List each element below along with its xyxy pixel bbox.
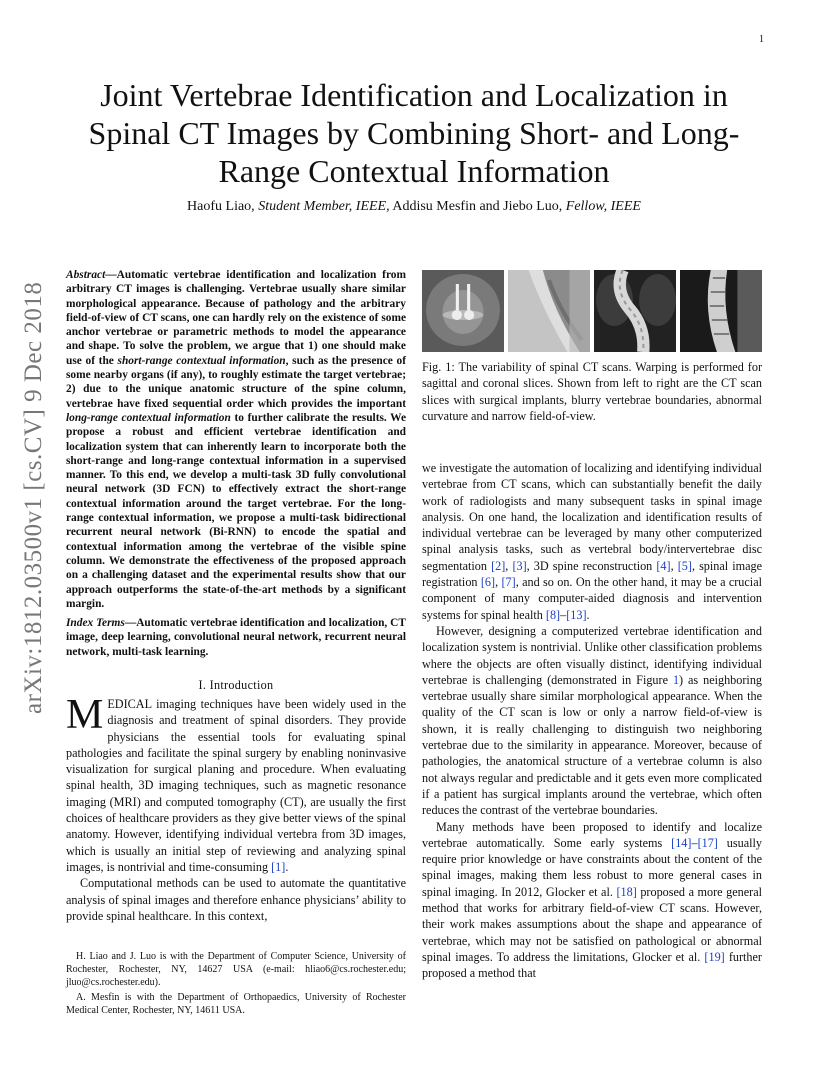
figure-1-ct-panels	[422, 270, 762, 352]
author-mesfin-luo: Addisu Mesfin and Jiebo Luo,	[392, 199, 563, 214]
figure-reference-link[interactable]: 1	[672, 672, 680, 687]
citation-link[interactable]: [2]	[491, 558, 506, 573]
citation-link[interactable]: [19]	[704, 949, 725, 964]
author-liao: Haofu Liao,	[187, 199, 255, 214]
footnotes	[66, 950, 406, 1019]
abstract-emphasis-1: short-range contextual information	[117, 354, 286, 367]
author-line	[80, 199, 748, 215]
ct-slice-narrow-field-of-view	[680, 270, 762, 352]
arxiv-stamp: arXiv:1812.03500v1 [cs.CV] 9 Dec 2018	[20, 281, 47, 714]
paper-title: Joint Vertebrae Identification and Localization in Spinal CT Images by Combining Short- and Long-Range Contextual Information	[88, 77, 740, 189]
ct-slice-surgical-implants	[422, 270, 504, 352]
abstract-text-1: —Automatic vertebrae identification and localization from arbitrary CT images is challenging. Vertebrae usually share similar morphological appearance. Because of pathology and the arbitrary field-of-view of CT scans, one can hardly rely on the existence of some anchor vertebrae or parametric methods to model the appearance and shape. To solve the problem, we argue that 1) one should make use of the	[66, 269, 406, 367]
citation-link[interactable]: [17]	[697, 835, 718, 850]
citation-link[interactable]: [1]	[271, 859, 286, 874]
index-terms	[66, 616, 406, 659]
right-column-body: we investigate the automation of localizing and identifying individual vertebrae from CT scans, which can substantially benefit the daily work of radiologists and many subsequent tasks in spinal image analysis. On one hand, the localization and identification results of individual vertebrae can be leveraged by many other computerized spinal analysis tasks, such as vertebral body/intervertebrae disc segmentation [2], [3], 3D spine reconstruction [4], [5], spinal image registration [6], [7], and so on. On the other hand, it may be a crucial component of many computer-aided diagnosis and intervention systems for spinal health [8]–[13]. However, designing a computerized vertebrae identification and localization system is nontrivial. Unlike other classification problems where the objects are often visually distinct, identifying individual vertebrae is challenging (demonstrated in Figure 1) as neighboring vertebrae usually share similar morphological appearance. When the quality of the CT scan is low or only a narrow field-of-view is shown, it is really challenging to distinguish two neighboring vertebrae due to the similarity in appearance. Moreover, because of pathologies, the anatomical structure of a vertebrae column is also not always regular and predictable and it gets even more complicated if a patient has surgical implants around the vertebrae, which often reduces the contrast of the vertebrae boundaries. Many methods have been proposed to identify and localize vertebrae automatically. Some early systems [14]–[17] usually require prior knowledge or have constraints about the content of the spinal images, making them less robust to more general cases in spinal imaging. In 2012, Glocker et al. [18] proposed a more general method that works for arbitrary field-of-view CT scans. However, their work makes assumptions about the shape and appearance of vertebrae, which may not be satisfied on pathological or abnormal spinal images. To address the limitations, Glocker et al. [19] further proposed a method that	[422, 461, 763, 981]
abstract-text-3: to further calibrate the results. We propose a robust and efficient vertebrae identification and localization system that can inherently learn to incorporate both the short-range and long-range contextual information in a supervised manner. To this end, we develop a multi-task 3D fully convolutional neural network (3D FCN) to effectively extract the short-range contextual information around the target vertebrae. For the long-range contextual information, we propose a multi-task bidirectional recurrent neural network (Bi-RNN) to encode the spatial and contextual information among the vertebrae of the visible spine column. We demonstrate the effectiveness of the proposed approach on a challenging dataset and the experimental results show that our approach outperforms the state-of-the-art methods by a significant margin.	[66, 411, 406, 610]
citation-link[interactable]: [13]	[566, 607, 587, 622]
citation-link[interactable]: [18]	[616, 884, 637, 899]
footnote-affiliation-2: A. Mesfin is with the Department of Orthopaedics, University of Rochester Medical Center, Rochester, NY, 14611 USA.	[66, 992, 406, 1016]
abstract-text-2: , such as the presence of some nearby organs (if any), to roughly estimate the target vertebrae; 2) due to the unique anatomic structure of the spine column, vertebrae have fixed sequential order which provides the important	[66, 354, 406, 410]
ct-slice-blurry-boundaries	[508, 270, 590, 352]
author-liao-affil: Student Member, IEEE,	[258, 199, 390, 214]
ct-slice-abnormal-curvature	[594, 270, 676, 352]
abstract-emphasis-2: long-range contextual information	[66, 411, 231, 424]
citation-link[interactable]: [4]	[656, 558, 671, 573]
page-number: 1	[759, 34, 764, 45]
intro-paragraph-1: EDICAL imaging techniques have been widely used in the diagnosis and treatment of spinal disorders. They provide physicians the essential tools for evaluating spinal pathologies and facilitate the spinal surgery by enabling noninvasive visualization for surgical planing and procedure. When evaluating spinal health, 3D imaging techniques, such as magnetic resonance imaging (MRI) and computed tomography (CT), are usually the first choices of healthcare providers as they give better views of the spinal anatomy. However, identifying individual vertebra from 3D images, which is usually an initial step of reviewing and analyzing spinal images, is nontrivial and time-consuming	[66, 697, 406, 874]
index-terms-lead: Index Terms	[66, 617, 125, 629]
citation-link[interactable]: [14]	[671, 835, 692, 850]
section-heading-introduction: I. Introduction	[198, 678, 274, 692]
author-luo-affil: Fellow, IEEE	[565, 199, 641, 214]
intro-paragraph-2: Computational methods can be used to automate the quantitative analysis of spinal images and therefore enhance physicians’ ability to provide spinal healthcare. In this context,	[66, 876, 406, 923]
abstract-lead: Abstract	[66, 269, 106, 281]
citation-link[interactable]: [6]	[480, 575, 496, 590]
introduction-body: MEDICAL imaging techniques have been widely used in the diagnosis and treatment of spinal disorders. They provide physicians the essential tools for evaluating spinal pathologies and facilitate the spinal surgery by enabling noninvasive visualization for surgical planing and procedure. When evaluating spinal health, 3D imaging techniques, such as magnetic resonance imaging (MRI) and computed tomography (CT), are usually the first choices of healthcare providers as they give better views of the spinal anatomy. However, identifying individual vertebra from 3D images, which is usually an initial step of reviewing and analyzing spinal images, is nontrivial and time-consuming [1]. Computational methods can be used to automate the quantitative analysis of spinal images and therefore enhance physicians’ ability to provide spinal healthcare. In this context,	[66, 692, 406, 923]
citation-link[interactable]: [3]	[512, 558, 527, 573]
figure-1-caption: Fig. 1: The variability of spinal CT scans. Warping is performed for sagittal and coronal slices. Shown from left to right are the CT scan slices with surgical implants, blurry vertebrae boundaries, abnormal curvature and narrow field-of-view.	[422, 360, 762, 423]
abstract	[66, 268, 406, 611]
index-terms-text: —Automatic vertebrae identification and localization, CT image, deep learning, convolutional neural network, recurrent neural network, multi-task learning.	[66, 617, 406, 658]
drop-cap: M	[66, 692, 104, 738]
citation-link[interactable]: [5]	[677, 558, 692, 573]
citation-link[interactable]: [7]	[501, 575, 516, 590]
citation-link[interactable]: [8]	[545, 607, 561, 622]
footnote-affiliation-1: H. Liao and J. Luo is with the Department of Computer Science, University of Rochester, Rochester, NY, 14627 USA (e-mail: hliao6@cs.rochester.edu; jluo@cs.rochester.edu).	[66, 951, 406, 988]
